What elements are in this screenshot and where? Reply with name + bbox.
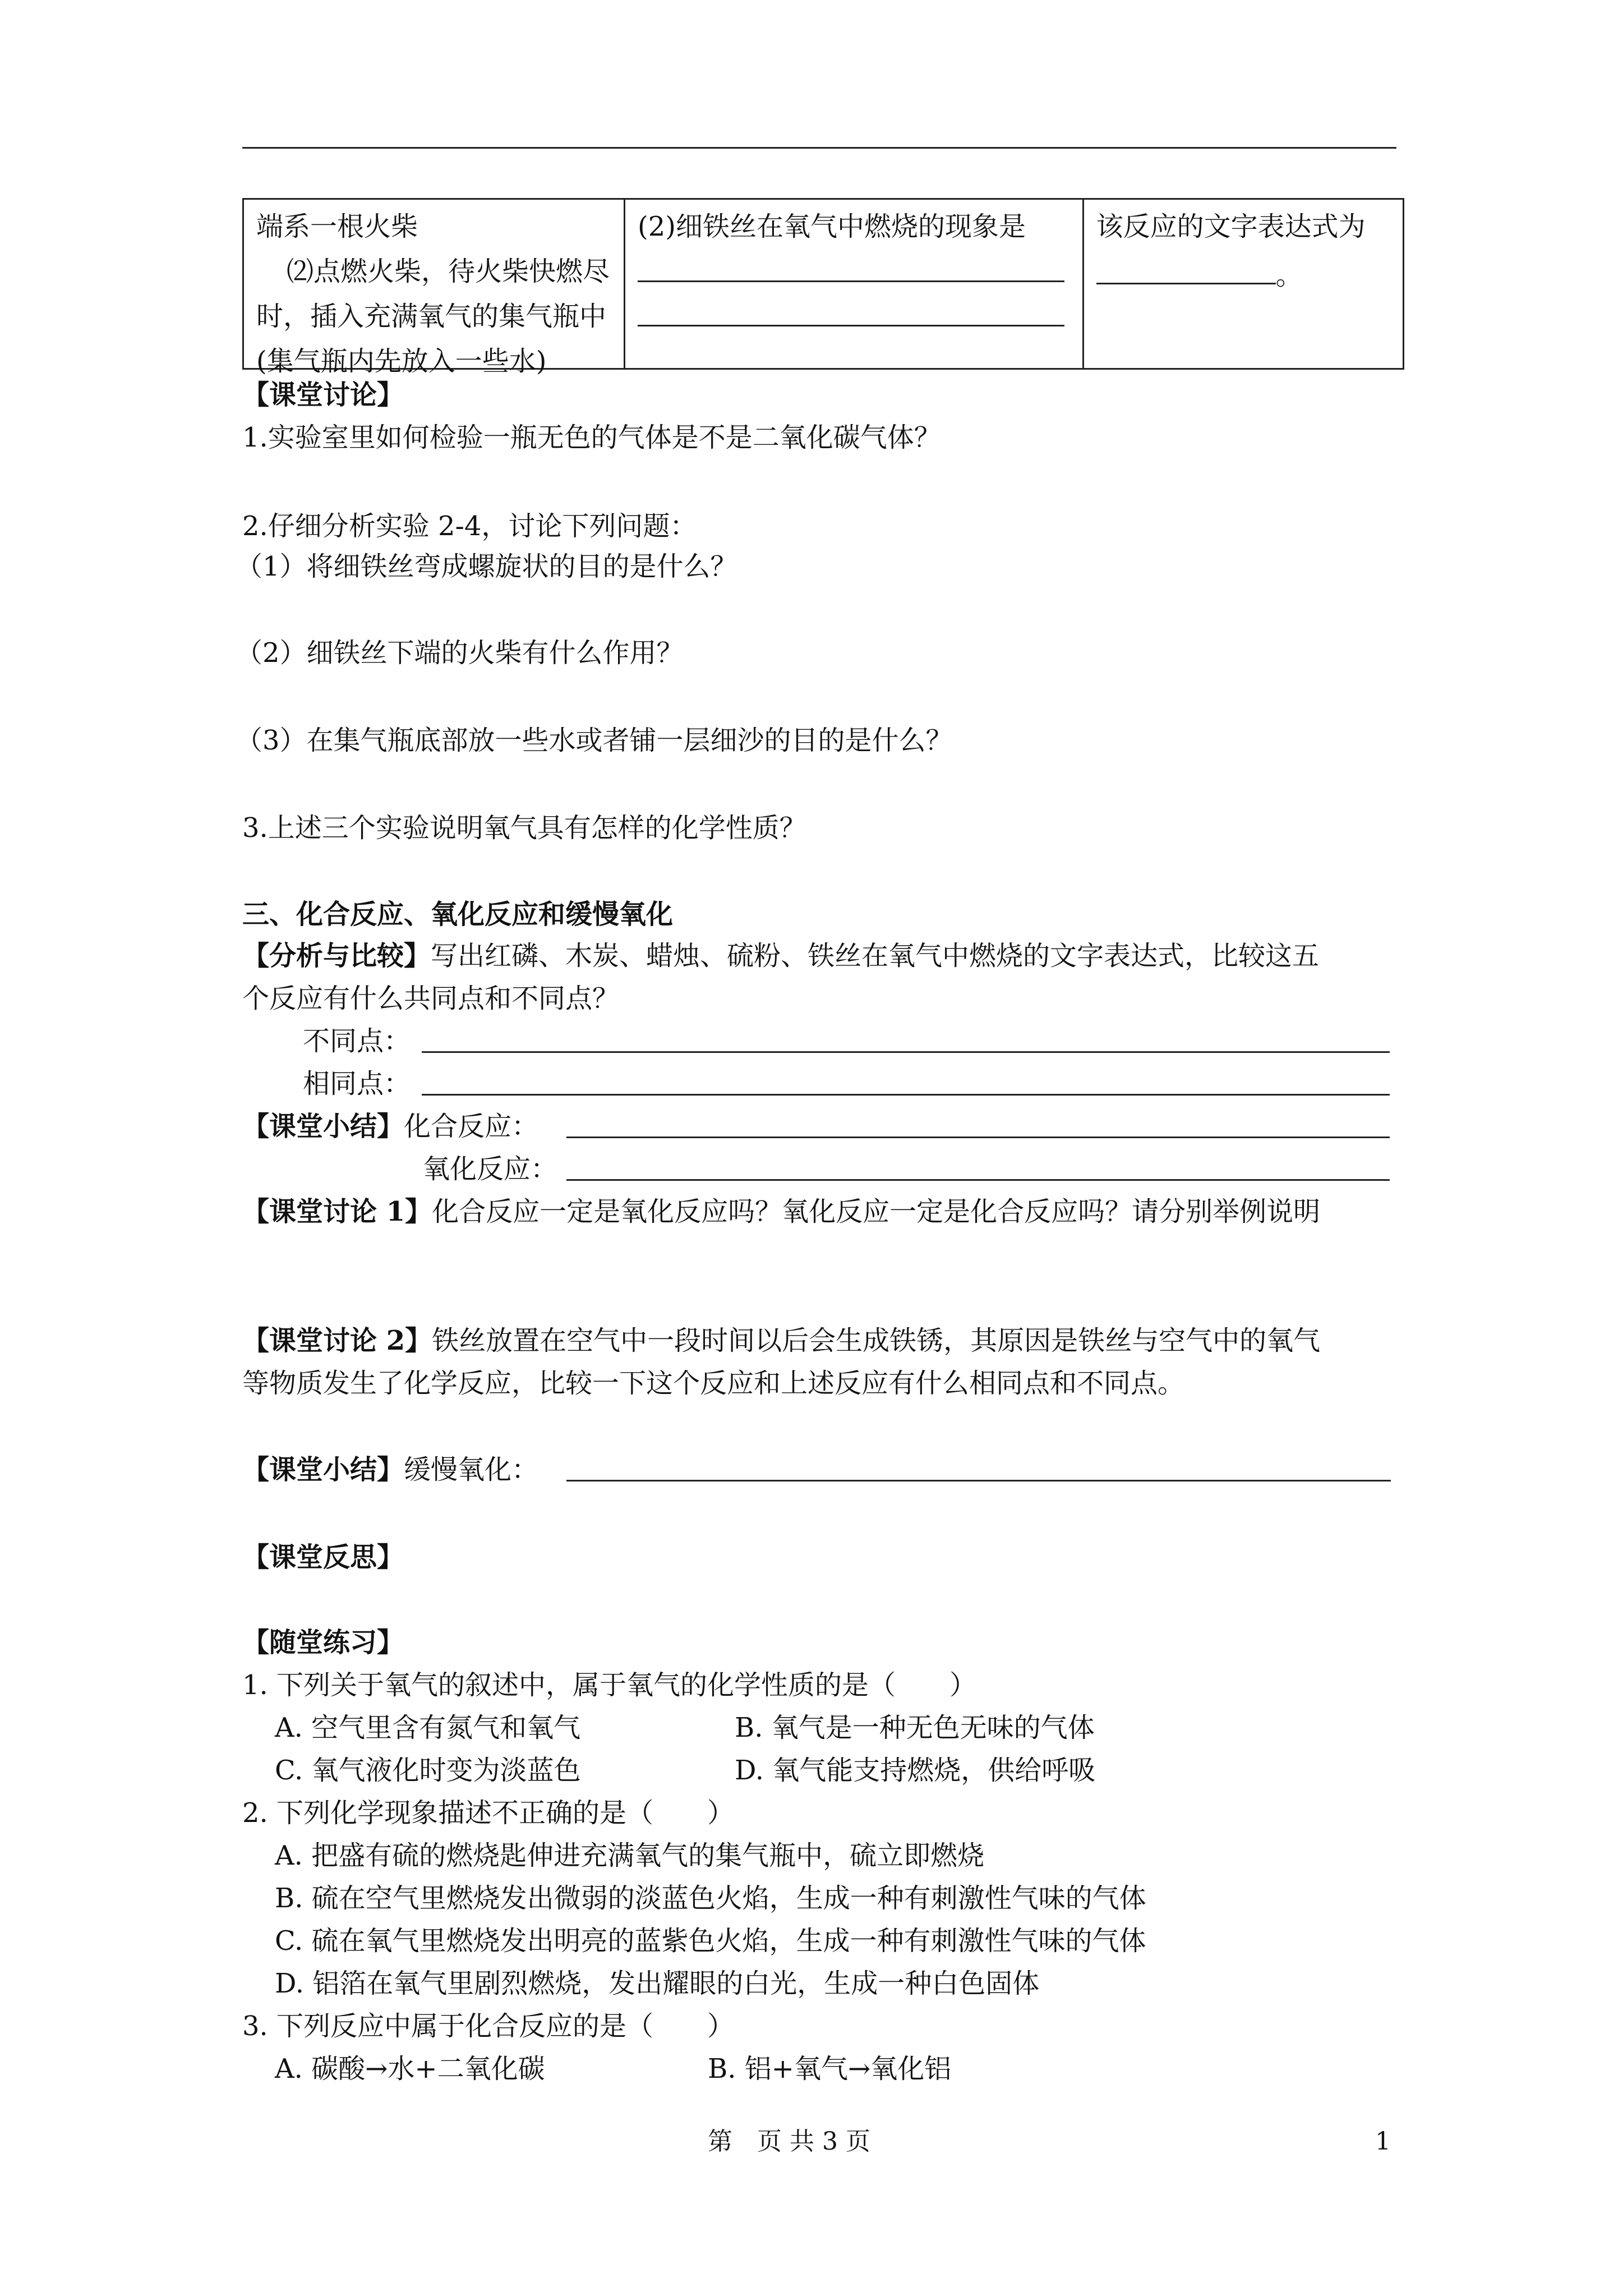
answer-blank-line[interactable] bbox=[638, 326, 1064, 370]
practice-heading: 【随堂练习】 bbox=[242, 1627, 404, 1658]
discussion-question: 3.上述三个实验说明氧气具有怎样的化学性质？ bbox=[242, 812, 806, 844]
combination-label: 化合反应： bbox=[404, 1111, 539, 1142]
discussion-2-text: 铁丝放置在空气中一段时间以后会生成铁锈，其原因是铁丝与空气中的氧气 bbox=[432, 1325, 1321, 1356]
analysis-paragraph bbox=[242, 939, 1319, 973]
discussion-2-text: 等物质发生了化学反应，比较一下这个反应和上述反应有什么相同点和不同点。 bbox=[242, 1368, 1185, 1399]
practice-option: C. 氧气液化时变为淡蓝色 bbox=[275, 1755, 581, 1786]
footer-page-text: 第 页 共 3 页 bbox=[708, 2127, 870, 2156]
practice-question: 2. 下列化学现象描述不正确的是（ ） bbox=[242, 1797, 735, 1829]
discussion-subquestion: （1）将细铁丝弯成螺旋状的目的是什么？ bbox=[236, 551, 737, 582]
footer-page-number: 1 bbox=[1375, 2127, 1391, 2156]
expression-prompt: 该反应的文字表达式为 bbox=[1096, 211, 1366, 242]
section-title: 三、化合反应、氧化反应和缓慢氧化 bbox=[242, 899, 674, 930]
practice-option: B. 氧气是一种无色无味的气体 bbox=[735, 1712, 1095, 1743]
header-rule bbox=[242, 147, 1396, 149]
summary-2-heading: 【课堂小结】 bbox=[242, 1454, 404, 1485]
answer-blank-line[interactable] bbox=[1096, 249, 1276, 284]
answer-blank-line[interactable] bbox=[638, 249, 1064, 282]
procedure-line: ⑵点燃火柴，待火柴快燃尽 bbox=[287, 256, 610, 287]
summary-2-row bbox=[242, 1453, 538, 1487]
answer-blank-line[interactable] bbox=[566, 1137, 1390, 1138]
practice-option: A. 空气里含有氮气和氧气 bbox=[275, 1712, 581, 1743]
table-cell-expression bbox=[1084, 200, 1403, 368]
oxidation-label: 氧化反应： bbox=[423, 1153, 558, 1185]
answer-blank-line[interactable] bbox=[566, 1179, 1390, 1181]
analysis-text: 个反应有什么共同点和不同点？ bbox=[242, 983, 620, 1014]
discussion-1 bbox=[242, 1195, 1320, 1228]
practice-option: B. 硫在空气里燃烧发出微弱的淡蓝色火焰，生成一种有刺激性气味的气体 bbox=[275, 1883, 1146, 1914]
answer-blank-line[interactable] bbox=[638, 282, 1064, 326]
reflection-heading: 【课堂反思】 bbox=[242, 1542, 404, 1573]
diff-label: 不同点： bbox=[303, 1025, 411, 1057]
practice-question: 3. 下列反应中属于化合反应的是（ ） bbox=[242, 2010, 735, 2042]
practice-option: A. 碳酸→水+二氧化碳 bbox=[275, 2053, 545, 2085]
discussion-1-heading: 【课堂讨论 1】 bbox=[242, 1196, 432, 1227]
answer-blank-line[interactable] bbox=[422, 1094, 1390, 1096]
same-label: 相同点： bbox=[303, 1068, 411, 1099]
discussion-heading: 【课堂讨论】 bbox=[242, 379, 404, 411]
summary-row bbox=[242, 1110, 538, 1143]
discussion-2-heading: 【课堂讨论 2】 bbox=[242, 1325, 432, 1356]
period-mark: 。 bbox=[1275, 260, 1303, 291]
practice-option: D. 氧气能支持燃烧，供给呼吸 bbox=[735, 1755, 1096, 1786]
practice-option: D. 铝箔在氧气里剧烈燃烧，发出耀眼的白光，生成一种白色固体 bbox=[275, 1968, 1040, 1999]
discussion-subquestion: （2）细铁丝下端的火柴有什么作用？ bbox=[236, 637, 684, 669]
discussion-2 bbox=[242, 1324, 1320, 1358]
analysis-text: 写出红磷、木炭、蜡烛、硫粉、铁丝在氧气中燃烧的文字表达式，比较这五 bbox=[431, 940, 1320, 972]
discussion-question: 2.仔细分析实验 2-4，讨论下列问题： bbox=[242, 510, 697, 542]
practice-option: B. 铝+氧气→氧化铝 bbox=[708, 2053, 952, 2085]
answer-blank-line[interactable] bbox=[566, 1480, 1391, 1481]
answer-blank-line[interactable] bbox=[422, 1051, 1390, 1053]
procedure-line: 时，插入充满氧气的集气瓶中 bbox=[256, 301, 607, 332]
procedure-line: 端系一根火柴 bbox=[256, 211, 418, 242]
analysis-heading: 【分析与比较】 bbox=[242, 940, 431, 972]
discussion-question: 1.实验室里如何检验一瓶无色的气体是不是二氧化碳气体？ bbox=[242, 422, 941, 453]
practice-option: A. 把盛有硫的燃烧匙伸进充满氧气的集气瓶中，硫立即燃烧 bbox=[275, 1840, 985, 1871]
discussion-1-text: 化合反应一定是氧化反应吗？氧化反应一定是化合反应吗？请分别举例说明 bbox=[432, 1196, 1321, 1227]
discussion-subquestion: （3）在集气瓶底部放一些水或者铺一层细沙的目的是什么？ bbox=[236, 725, 953, 756]
phenomenon-prompt: (2)细铁丝在氧气中燃烧的现象是 bbox=[638, 211, 1026, 242]
summary-heading: 【课堂小结】 bbox=[242, 1111, 404, 1142]
slow-oxidation-label: 缓慢氧化： bbox=[404, 1454, 539, 1485]
experiment-table bbox=[242, 198, 1404, 377]
practice-option: C. 硫在氧气里燃烧发出明亮的蓝紫色火焰，生成一种有刺激性气味的气体 bbox=[275, 1925, 1146, 1957]
table-cell-phenomenon bbox=[625, 200, 1084, 368]
practice-question: 1. 下列关于氧气的叙述中，属于氧气的化学性质的是（ ） bbox=[242, 1669, 977, 1701]
table-cell-procedure bbox=[244, 200, 625, 377]
procedure-line: (集气瓶内先放入一些水) bbox=[256, 346, 547, 377]
